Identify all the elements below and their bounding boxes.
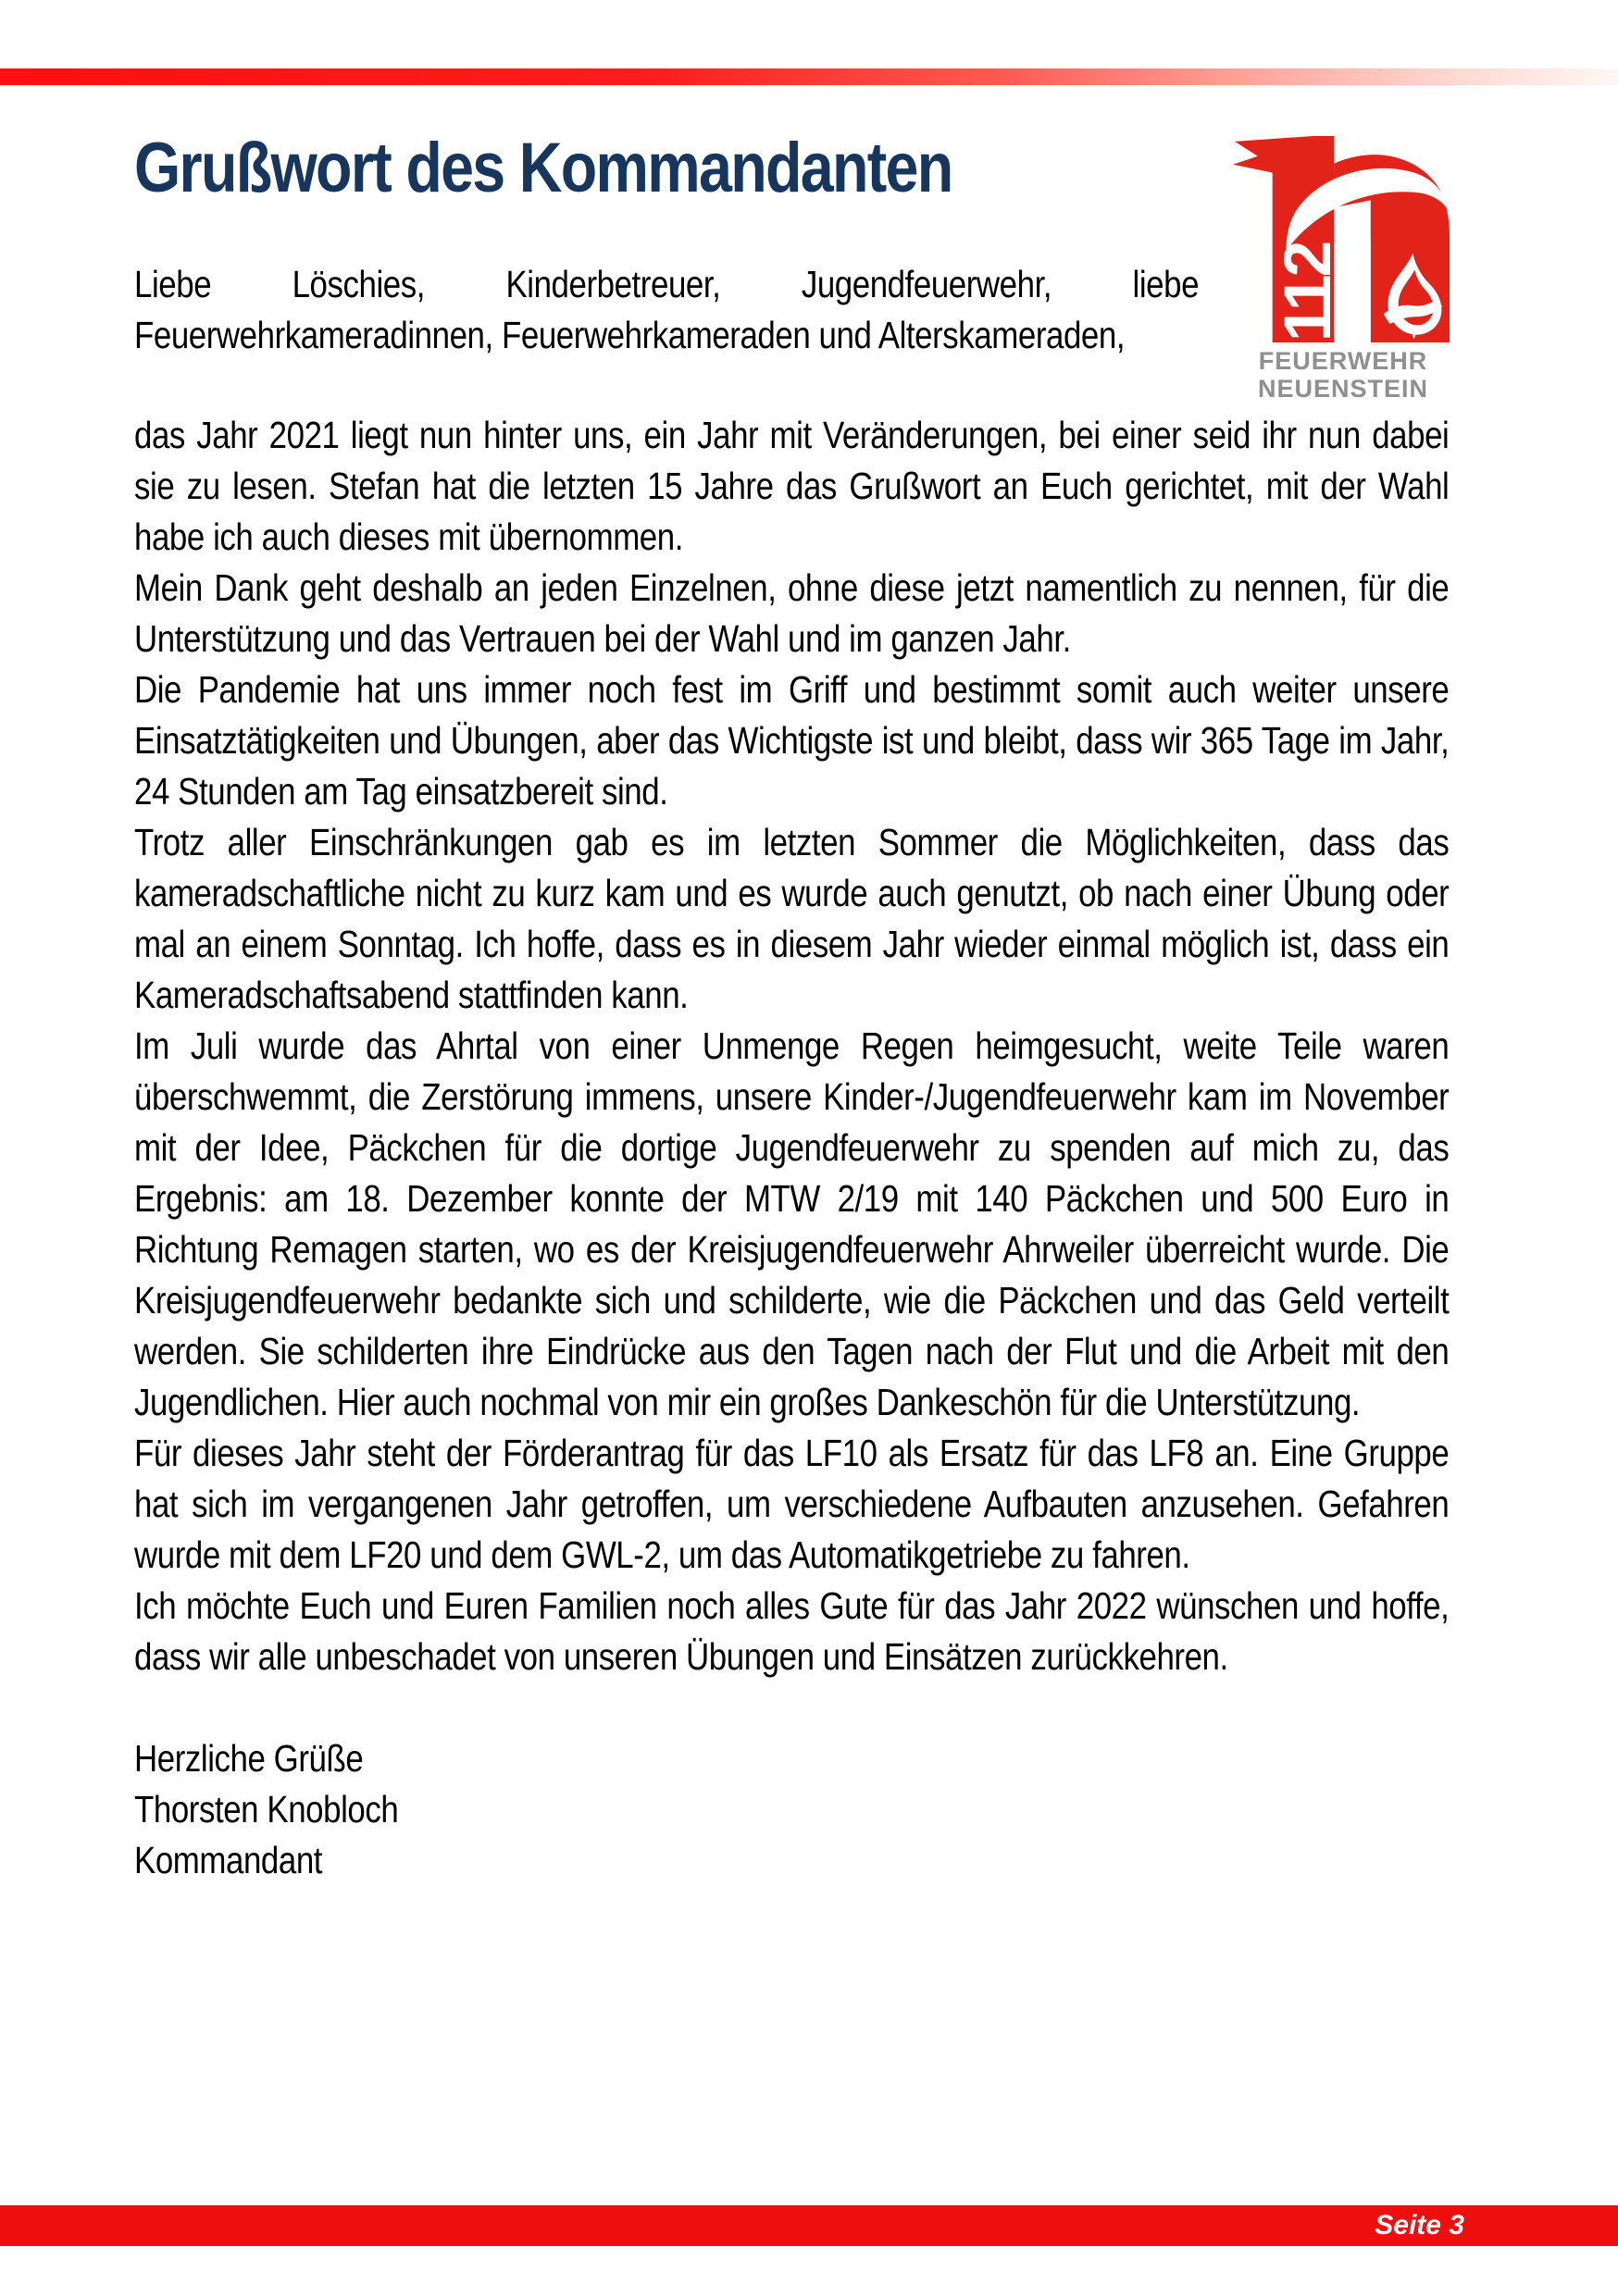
- page-number-label: Seite 3: [1375, 2210, 1464, 2240]
- body-paragraph: Im Juli wurde das Ahrtal von einer Unmenge Regen heimgesucht, weite Teile waren überschwemmt, die Zerstörung immens, unsere Kinder-/Jugendfeuerwehr kam im November mit der Idee, Päckchen für die dortige Jugendfeuerwehr zu spenden auf mich zu, das Ergebnis: am 18. Dezember konnte der MTW 2/19 mit 140 Päckchen und 500 Euro in Richtung Remagen starten, wo es der Kreisjugendfeuerwehr Ahrweiler überreicht wurde. Die Kreisjugendfeuerwehr bedankte sich und schilderte, wie die Päckchen und das Geld verteilt werden. Sie schilderten ihre Eindrücke aus den Tagen nach der Flut und die Arbeit mit den Jugendlichen. Hier auch nochmal von mir ein großes Dankeschön für die Unterstützung.: [134, 1024, 1450, 1423]
- body-paragraph: Mein Dank geht deshalb an jeden Einzelnen, ohne diese jetzt namentlich zu nennen, für die Unterstützung und das Vertrauen bei der Wahl und im ganzen Jahr.: [134, 566, 1450, 660]
- footer-bar: [0, 2205, 1618, 2246]
- body-paragraph: Für dieses Jahr steht der Förderantrag für das LF10 als Ersatz für das LF8 an. Eine Gruppe hat sich im vergangenen Jahr getroffen, um verschiedene Aufbauten anzusehen. Gefahren wurde mit dem LF20 und dem GWL-2, um das Automatikgetriebe zu fahren.: [134, 1432, 1450, 1576]
- logo-n-axe-icon: [1233, 135, 1453, 345]
- signature-line: Herzliche Grüße: [134, 1737, 364, 1780]
- logo-org-name-line2: NEUENSTEIN: [1257, 375, 1429, 403]
- body-paragraph: Die Pandemie hat uns immer noch fest im Griff und bestimmt somit auch weiter unsere Einsatztätigkeiten und Übungen, aber das Wichtigste ist und bleibt, dass wir 365 Tage im Jahr, 24 Stunden am Tag einsatzbereit sind.: [134, 668, 1450, 813]
- top-accent-rule: [0, 68, 1618, 85]
- signature-line: Thorsten Knobloch: [134, 1788, 399, 1831]
- body-paragraph: das Jahr 2021 liegt nun hinter uns, ein Jahr mit Veränderungen, bei einer seid ihr nun dabei sie zu lesen. Stefan hat die letzten 15 Jahre das Grußwort an Euch gerichtet, mit der Wahl habe ich auch dieses mit übernommen.: [134, 414, 1450, 558]
- signature-line: Kommandant: [134, 1839, 323, 1881]
- salutation-paragraph: Liebe Löschies, Kinderbetreuer, Jugendfeuerwehr, liebe Feuerwehrkameradinnen, Feuerwehrkameraden und Alterskameraden,: [134, 263, 1200, 356]
- body-paragraphs: [134, 410, 1449, 1682]
- body-paragraph: Ich möchte Euch und Euren Familien noch alles Gute für das Jahr 2022 wünschen und hoffe, dass wir alle unbeschadet von unseren Übungen und Einsätzen zurückkehren.: [134, 1584, 1450, 1678]
- body-paragraph: Trotz aller Einschränkungen gab es im letzten Sommer die Möglichkeiten, dass das kameradschaftliche nicht zu kurz kam und es wurde auch genutzt, ob nach einer Übung oder mal an einem Sonntag. Ich hoffe, dass es in diesem Jahr wieder einmal möglich ist, dass ein Kameradschaftsabend stattfinden kann.: [134, 821, 1450, 1016]
- page-title: Grußwort des Kommandanten: [134, 129, 952, 207]
- logo-emergency-number: 112: [1271, 242, 1346, 342]
- logo-org-name-line1: FEUERWEHR: [1258, 347, 1428, 375]
- signature-block: [134, 1733, 1449, 1886]
- fire-department-logo: [1233, 135, 1453, 401]
